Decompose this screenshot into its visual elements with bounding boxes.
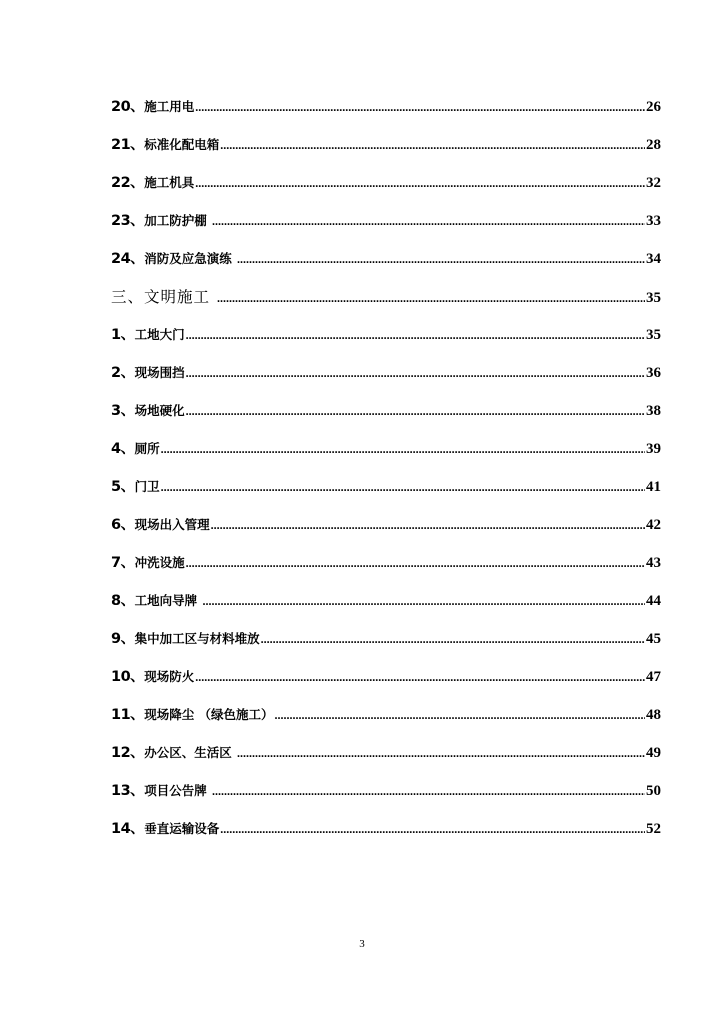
- toc-entry-title: 工地大门: [134, 327, 185, 342]
- toc-entry-number: 9、: [111, 631, 135, 647]
- toc-entry-page: 34: [646, 251, 661, 267]
- toc-entry[interactable]: [111, 133, 661, 171]
- toc-entry-page: 36: [646, 365, 661, 381]
- toc-entry-page: 33: [646, 213, 661, 229]
- toc-entry-number: 14、: [111, 821, 145, 837]
- toc-entry[interactable]: [111, 703, 661, 741]
- toc-entry-page: 41: [646, 479, 661, 495]
- toc-entry-page: 45: [646, 631, 661, 647]
- toc-entry-number: 4、: [111, 441, 135, 457]
- toc-entry[interactable]: [111, 589, 661, 627]
- toc-entry-number: 8、: [111, 593, 135, 609]
- toc-entry[interactable]: [111, 665, 661, 703]
- toc-entry-title: 施工机具: [144, 175, 195, 190]
- toc-entry-number: 7、: [111, 555, 135, 571]
- dot-leader: [237, 741, 645, 765]
- toc-entry-page: 52: [646, 821, 661, 837]
- toc-entry-page: 39: [646, 441, 661, 457]
- toc-entry[interactable]: [111, 741, 661, 779]
- toc-entry[interactable]: [111, 437, 661, 475]
- toc-entry-title: 现场防火: [144, 669, 195, 684]
- toc-entry[interactable]: [111, 627, 661, 665]
- toc-entry-page: 43: [646, 555, 661, 571]
- toc-entry-page: 38: [646, 403, 661, 419]
- toc-entry-title: 施工用电: [144, 99, 195, 114]
- toc-section-title: 文明施工: [144, 288, 216, 306]
- page-number: 3: [359, 938, 365, 950]
- toc-entry[interactable]: [111, 361, 661, 399]
- toc-entry-title: 标准化配电箱: [144, 137, 220, 152]
- dot-leader: [237, 247, 645, 271]
- toc-entry-page: 32: [646, 175, 661, 191]
- table-of-contents: [111, 95, 661, 855]
- toc-entry-page: 48: [646, 707, 661, 723]
- toc-entry-title: 现场围挡: [134, 365, 185, 380]
- toc-entry-page: 49: [646, 745, 661, 761]
- toc-entry-number: 22、: [111, 175, 145, 191]
- toc-entry[interactable]: [111, 817, 661, 855]
- toc-entry[interactable]: [111, 95, 661, 133]
- toc-entry-number: 1、: [111, 327, 135, 343]
- dot-leader: [220, 133, 645, 157]
- toc-entry-page: 50: [646, 783, 661, 799]
- toc-entry[interactable]: [111, 209, 661, 247]
- toc-entry[interactable]: [111, 779, 661, 817]
- toc-entry-number: 13、: [111, 783, 145, 799]
- dot-leader: [261, 627, 645, 651]
- toc-entry-number: 5、: [111, 479, 135, 495]
- toc-entry[interactable]: [111, 513, 661, 551]
- toc-entry-number: 11、: [111, 707, 145, 723]
- dot-leader: [212, 209, 645, 233]
- dot-leader: [195, 171, 645, 195]
- toc-entry-number: 23、: [111, 213, 145, 229]
- toc-entry-title: 现场出入管理: [134, 517, 210, 532]
- dot-leader: [186, 361, 645, 385]
- toc-entry-title: 工地向导牌: [134, 593, 202, 608]
- toc-entry[interactable]: [111, 323, 661, 361]
- toc-entry-title: 垂直运输设备: [144, 821, 220, 836]
- dot-leader: [186, 323, 645, 347]
- toc-entry-title: 冲洗设施: [134, 555, 185, 570]
- toc-entry-number: 21、: [111, 137, 145, 153]
- toc-entry-page: 44: [646, 593, 661, 609]
- toc-entry-page: 26: [646, 99, 661, 115]
- dot-leader: [220, 817, 645, 841]
- toc-entry-number: 24、: [111, 251, 145, 267]
- dot-leader: [217, 286, 645, 310]
- toc-entry-title: 项目公告牌: [144, 783, 212, 798]
- toc-entry-title: 消防及应急演练: [144, 251, 237, 266]
- toc-entry-title: 办公区、生活区: [144, 745, 237, 760]
- dot-leader: [161, 475, 645, 499]
- dot-leader: [202, 589, 645, 613]
- toc-entry-number: 20、: [111, 99, 145, 115]
- toc-entry-number: 10、: [111, 669, 145, 685]
- toc-entry-title: 集中加工区与材料堆放: [134, 631, 260, 646]
- toc-section-entry[interactable]: [111, 285, 661, 323]
- toc-entry-number: 12、: [111, 745, 145, 761]
- toc-entry-page: 47: [646, 669, 661, 685]
- toc-section-number: 三、: [111, 288, 145, 306]
- toc-entry-page: 35: [646, 290, 661, 306]
- toc-entry-title: 加工防护棚: [144, 213, 212, 228]
- toc-entry[interactable]: [111, 399, 661, 437]
- toc-entry[interactable]: [111, 475, 661, 513]
- toc-entry-page: 42: [646, 517, 661, 533]
- toc-entry[interactable]: [111, 247, 661, 285]
- dot-leader: [211, 513, 645, 537]
- toc-entry-title: 门卫: [134, 479, 160, 494]
- toc-entry-number: 3、: [111, 403, 135, 419]
- toc-entry[interactable]: [111, 551, 661, 589]
- dot-leader: [195, 95, 645, 119]
- dot-leader: [195, 665, 645, 689]
- toc-entry-page: 28: [646, 137, 661, 153]
- dot-leader: [186, 399, 645, 423]
- dot-leader: [212, 779, 645, 803]
- toc-entry-title: 场地硬化: [134, 403, 185, 418]
- toc-entry-number: 6、: [111, 517, 135, 533]
- dot-leader: [186, 551, 645, 575]
- toc-entry-page: 35: [646, 327, 661, 343]
- toc-entry-title: 厕所: [134, 441, 160, 456]
- toc-entry[interactable]: [111, 171, 661, 209]
- dot-leader: [161, 437, 645, 461]
- dot-leader: [275, 703, 645, 727]
- toc-entry-title: 现场降尘 （绿色施工）: [144, 707, 274, 722]
- toc-entry-number: 2、: [111, 365, 135, 381]
